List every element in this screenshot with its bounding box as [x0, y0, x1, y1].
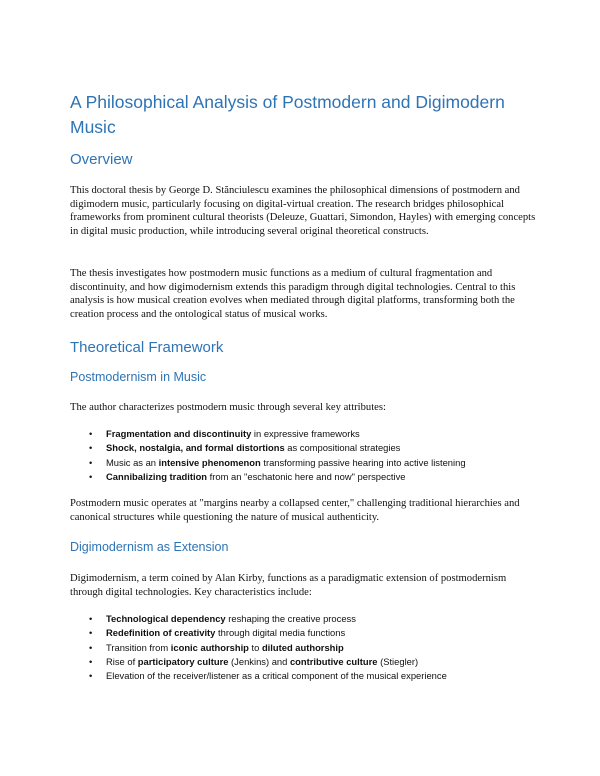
list-item: • Cannibalizing tradition from an "eschatonic here and now" perspective	[70, 470, 540, 484]
digimodernism-intro: Digimodernism, a term coined by Alan Kirby, functions as a paradigmatic extension of postmodernism through digital technologies. Key characteristics include:	[70, 573, 507, 598]
list-item: • Redefinition of creativity through digital media functions	[70, 626, 540, 640]
postmodernism-heading: Postmodernism in Music	[70, 370, 207, 384]
theoretical-framework-heading: Theoretical Framework	[70, 339, 224, 356]
postmodernism-intro: The author characterizes postmodern music through several key attributes:	[70, 402, 386, 413]
list-item: • Elevation of the receiver/listener as a critical component of the musical experience	[70, 669, 540, 683]
list-item: • Rise of participatory culture (Jenkins) and contributive culture (Stiegler)	[70, 655, 540, 669]
list-item: • Shock, nostalgia, and formal distortions as compositional strategies	[70, 441, 540, 455]
overview-heading: Overview	[70, 151, 133, 168]
postmodernism-closing: Postmodern music operates at "margins nearby a collapsed center," challenging traditional hierarchies and canonical structures while questioning the nature of musical authenticity.	[70, 498, 520, 523]
overview-paragraph-2: The thesis investigates how postmodern music functions as a medium of cultural fragmentation and discontinuity, and how digimodernism extends this paradigm through digital technologies. Central to this analysis is how musical creation evolves when mediated through digital platforms, transforming both the creation process and the ontological status of musical works.	[70, 268, 516, 320]
list-item: • Fragmentation and discontinuity in expressive frameworks	[70, 427, 540, 441]
postmodernism-attributes-list	[70, 427, 540, 484]
overview-paragraph-1: This doctoral thesis by George D. Stănciulescu examines the philosophical dimensions of postmodern and digimodern music, particularly focusing on digital-virtual creation. The research bridges philosophical frameworks from prominent cultural theorists (Deleuze, Guattari, Simondon, Hayles) with emerging concepts in digital music production, while introducing several original theoretical constructs.	[70, 185, 536, 237]
digimodernism-characteristics-list	[70, 612, 540, 683]
list-item: • Transition from iconic authorship to diluted authorship	[70, 641, 540, 655]
list-item: • Technological dependency reshaping the creative process	[70, 612, 540, 626]
document-title: A Philosophical Analysis of Postmodern and Digimodern Music	[70, 92, 505, 137]
list-item: • Music as an intensive phenomenon transforming passive hearing into active listening	[70, 456, 540, 470]
digimodernism-heading: Digimodernism as Extension	[70, 540, 229, 554]
